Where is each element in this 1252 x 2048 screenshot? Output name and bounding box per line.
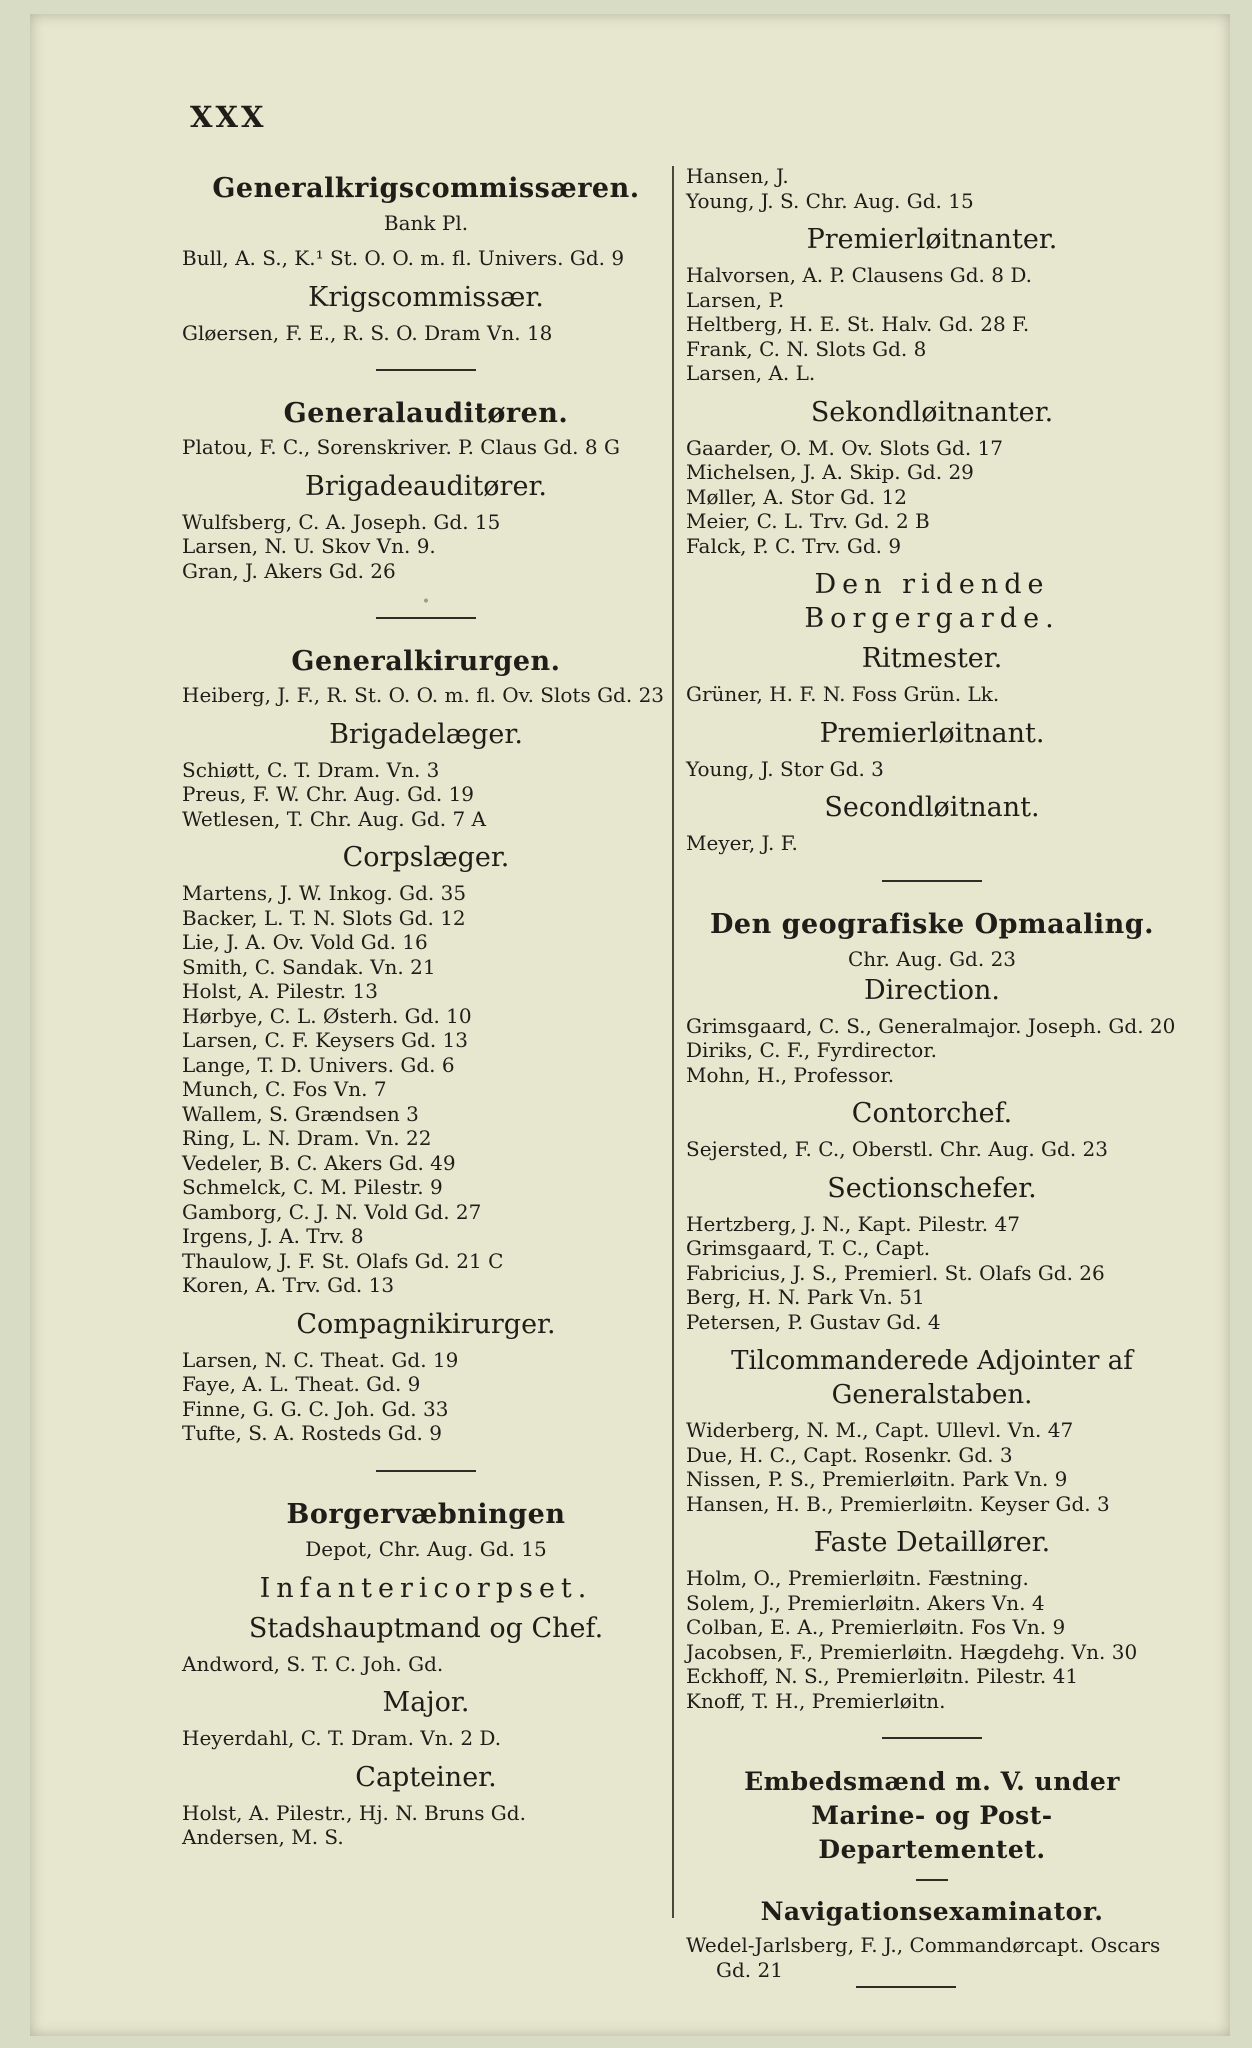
entry: Grimsgaard, T. C., Capt. bbox=[686, 1236, 931, 1260]
entry: Holm, O., Premierløitn. Fæstning. bbox=[686, 1566, 1029, 1590]
entry: Frank, C. N. Slots Gd. 8 bbox=[686, 336, 927, 361]
entry: Hertzberg, J. N., Kapt. Pilestr. 47 bbox=[686, 1211, 1020, 1236]
entry: Irgens, J. A. Trv. 8 bbox=[182, 1224, 364, 1248]
section-heading: Secondløitnant. bbox=[824, 792, 1040, 823]
entry: Meyer, J. F. bbox=[686, 831, 798, 855]
section-heading: Contorchef. bbox=[851, 1098, 1013, 1129]
section-heading: Stadshauptmand og Chef. bbox=[248, 1612, 604, 1644]
entry: Schiøtt, C. T. Dram. Vn. 3 bbox=[182, 757, 440, 782]
divider bbox=[916, 1879, 948, 1881]
entry: Falck, P. C. Trv. Gd. 9 bbox=[686, 533, 902, 558]
entry: Larsen, A. L. bbox=[686, 361, 816, 385]
entry: Koren, A. Trv. Gd. 13 bbox=[182, 1273, 395, 1297]
entry: Grimsgaard, C. S., Generalmajor. Joseph. Gd. 20 bbox=[686, 1013, 1176, 1038]
entry: Sejersted, F. C., Oberstl. Chr. Aug. Gd. 23 bbox=[686, 1137, 1108, 1161]
entry: Tufte, S. A. Rosteds Gd. 9 bbox=[182, 1421, 442, 1445]
entry: Ring, L. N. Dram. Vn. 22 bbox=[182, 1126, 432, 1150]
entry: Holst, A. Pilestr., Hj. N. Bruns Gd. bbox=[182, 1800, 526, 1825]
page-number: XXX bbox=[190, 100, 267, 134]
entry: Schmelck, C. M. Pilestr. 9 bbox=[182, 1175, 443, 1199]
entry: Larsen, N. U. Skov Vn. 9. bbox=[182, 534, 436, 558]
section-heading: Krigscommissær. bbox=[308, 281, 544, 313]
section-heading: Capteiner. bbox=[355, 1761, 497, 1793]
entry: Wulfsberg, C. A. Joseph. Gd. 15 bbox=[182, 509, 501, 534]
entry: Colban, E. A., Premierløitn. Fos Vn. 9 bbox=[686, 1615, 1066, 1639]
entry: Finne, G. G. C. Joh. Gd. 33 bbox=[182, 1396, 449, 1421]
section-heading: Embedsmænd m. V. under Marine- og Post-Departementet. bbox=[744, 1767, 1120, 1864]
entry: Gran, J. Akers Gd. 26 bbox=[182, 558, 396, 583]
section-heading: Borgervæbningen bbox=[286, 1498, 566, 1530]
divider bbox=[376, 369, 476, 371]
entry: Heltberg, H. E. St. Halv. Gd. 28 F. bbox=[686, 312, 1030, 336]
left-column bbox=[182, 164, 670, 1850]
entry: Berg, H. N. Park Vn. 51 bbox=[686, 1285, 925, 1309]
section-heading: Navigationsexaminator. bbox=[760, 1897, 1104, 1926]
entry: Backer, L. T. N. Slots Gd. 12 bbox=[182, 905, 466, 930]
entry: Diriks, C. F., Fyrdirector. bbox=[686, 1038, 937, 1062]
section-heading: Den geografiske Opmaaling. bbox=[709, 908, 1155, 940]
section-subheading: Bank Pl. bbox=[383, 211, 469, 235]
entry: Widerberg, N. M., Capt. Ullevl. Vn. 47 bbox=[686, 1418, 1074, 1442]
entry: Heiberg, J. F., R. St. O. O. m. fl. Ov. Slots Gd. 23 bbox=[182, 683, 665, 707]
entry: Munch, C. Fos Vn. 7 bbox=[182, 1077, 387, 1101]
section-heading: Brigadelæger. bbox=[329, 718, 523, 750]
section-heading: Generalkrigscommissæren. bbox=[212, 173, 640, 204]
entry: Bull, A. S., K.¹ St. O. O. m. fl. Univers. Gd. 9 bbox=[182, 246, 625, 270]
section-heading: Premierløitnant. bbox=[819, 717, 1045, 749]
entry: Andword, S. T. C. Joh. Gd. bbox=[182, 1651, 444, 1676]
entry: Due, H. C., Capt. Rosenkr. Gd. 3 bbox=[686, 1442, 1013, 1467]
entry: Gamborg, C. J. N. Vold Gd. 27 bbox=[182, 1199, 482, 1224]
entry: Michelsen, J. A. Skip. Gd. 29 bbox=[686, 460, 974, 484]
entry: Larsen, P. bbox=[686, 287, 785, 312]
entry: Eckhoff, N. S., Premierløitn. Pilestr. 41 bbox=[686, 1664, 1079, 1688]
entry: Nissen, P. S., Premierløitn. Park Vn. 9 bbox=[686, 1467, 1068, 1491]
section-heading: Tilcommanderede Adjointer af Generalstaben. bbox=[731, 1346, 1133, 1410]
entry: Thaulow, J. F. St. Olafs Gd. 21 C bbox=[182, 1248, 504, 1273]
section-heading: Brigadeauditører. bbox=[305, 470, 547, 502]
entry: Meier, C. L. Trv. Gd. 2 B bbox=[686, 509, 930, 533]
section-heading: Premierløitnanter. bbox=[806, 224, 1058, 255]
entry: Larsen, C. F. Keysers Gd. 13 bbox=[182, 1028, 469, 1052]
section-heading: Infantericorpset. bbox=[259, 1572, 593, 1604]
entry: Lange, T. D. Univers. Gd. 6 bbox=[182, 1052, 455, 1077]
section-subheading: Depot, Chr. Aug. Gd. 15 bbox=[305, 1536, 547, 1561]
entry: Faye, A. L. Theat. Gd. 9 bbox=[182, 1372, 421, 1396]
entry: Møller, A. Stor Gd. 12 bbox=[686, 484, 908, 509]
entry: Holst, A. Pilestr. 13 bbox=[182, 979, 378, 1003]
entry: Young, J. Stor Gd. 3 bbox=[686, 756, 884, 781]
column-divider bbox=[672, 166, 674, 1918]
entry: Hansen, H. B., Premierløitn. Keyser Gd. 3 bbox=[686, 1491, 1110, 1516]
divider bbox=[882, 1737, 982, 1739]
entry: Jacobsen, F., Premierløitn. Hægdehg. Vn. 30 bbox=[686, 1639, 1138, 1664]
section-heading: Major. bbox=[382, 1687, 470, 1718]
entry: Halvorsen, A. P. Clausens Gd. 8 D. bbox=[686, 263, 1032, 287]
section-heading: Ritmester. bbox=[861, 643, 1003, 674]
ornament-dot: • bbox=[421, 594, 431, 610]
entry: Smith, C. Sandak. Vn. 21 bbox=[182, 954, 436, 979]
entry: Andersen, M. S. bbox=[182, 1825, 344, 1849]
section-heading: Generalkirurgen. bbox=[291, 646, 561, 677]
entry: Wetlesen, T. Chr. Aug. Gd. 7 A bbox=[182, 806, 486, 831]
entry: Gløersen, F. E., R. S. O. Dram Vn. 18 bbox=[182, 320, 553, 345]
section-heading: Den ridende Borgergarde. bbox=[804, 569, 1060, 634]
right-column bbox=[686, 164, 1178, 1988]
entry: Wedel-Jarlsberg, F. J., Commandørcapt. Oscars Gd. 21 bbox=[686, 1933, 1161, 1982]
divider bbox=[856, 1986, 956, 1988]
divider bbox=[882, 880, 982, 882]
entry: Young, J. S. Chr. Aug. Gd. 15 bbox=[686, 188, 974, 213]
entry: Preus, F. W. Chr. Aug. Gd. 19 bbox=[182, 782, 475, 806]
divider bbox=[376, 1470, 476, 1472]
section-heading: Sectionschefer. bbox=[827, 1172, 1037, 1204]
entry: Solem, J., Premierløitn. Akers Vn. 4 bbox=[686, 1590, 1045, 1615]
entry: Gaarder, O. M. Ov. Slots Gd. 17 bbox=[686, 435, 1004, 460]
section-heading: Generalauditøren. bbox=[283, 398, 569, 429]
entry: Hørbye, C. L. Østerh. Gd. 10 bbox=[182, 1003, 472, 1028]
section-heading: Faste Detaillører. bbox=[813, 1527, 1051, 1558]
section-heading: Direction. bbox=[863, 974, 1000, 1006]
divider bbox=[376, 617, 476, 619]
entry: Fabricius, J. S., Premierl. St. Olafs Gd. 26 bbox=[686, 1260, 1105, 1285]
entry: Hansen, J. bbox=[686, 164, 789, 188]
section-heading: Corpslæger. bbox=[342, 842, 510, 873]
entry: Petersen, P. Gustav Gd. 4 bbox=[686, 1309, 941, 1334]
book-page bbox=[30, 14, 1230, 2036]
entry: Mohn, H., Professor. bbox=[686, 1062, 895, 1087]
entry: Grüner, H. F. N. Foss Grün. Lk. bbox=[686, 682, 1000, 706]
entry: Heyerdahl, C. T. Dram. Vn. 2 D. bbox=[182, 1726, 502, 1750]
section-heading: Compagnikirurger. bbox=[296, 1308, 556, 1340]
entry: Knoff, T. H., Premierløitn. bbox=[686, 1688, 946, 1713]
entry: Platou, F. C., Sorenskriver. P. Claus Gd. 8 G bbox=[182, 435, 620, 459]
entry: Wallem, S. Grændsen 3 bbox=[182, 1101, 419, 1126]
entry: Vedeler, B. C. Akers Gd. 49 bbox=[182, 1150, 456, 1175]
section-subheading: Chr. Aug. Gd. 23 bbox=[847, 946, 1017, 971]
section-heading: Sekondløitnanter. bbox=[810, 396, 1054, 428]
entry: Lie, J. A. Ov. Vold Gd. 16 bbox=[182, 930, 428, 954]
entry: Martens, J. W. Inkog. Gd. 35 bbox=[182, 881, 467, 905]
entry: Larsen, N. C. Theat. Gd. 19 bbox=[182, 1347, 459, 1372]
